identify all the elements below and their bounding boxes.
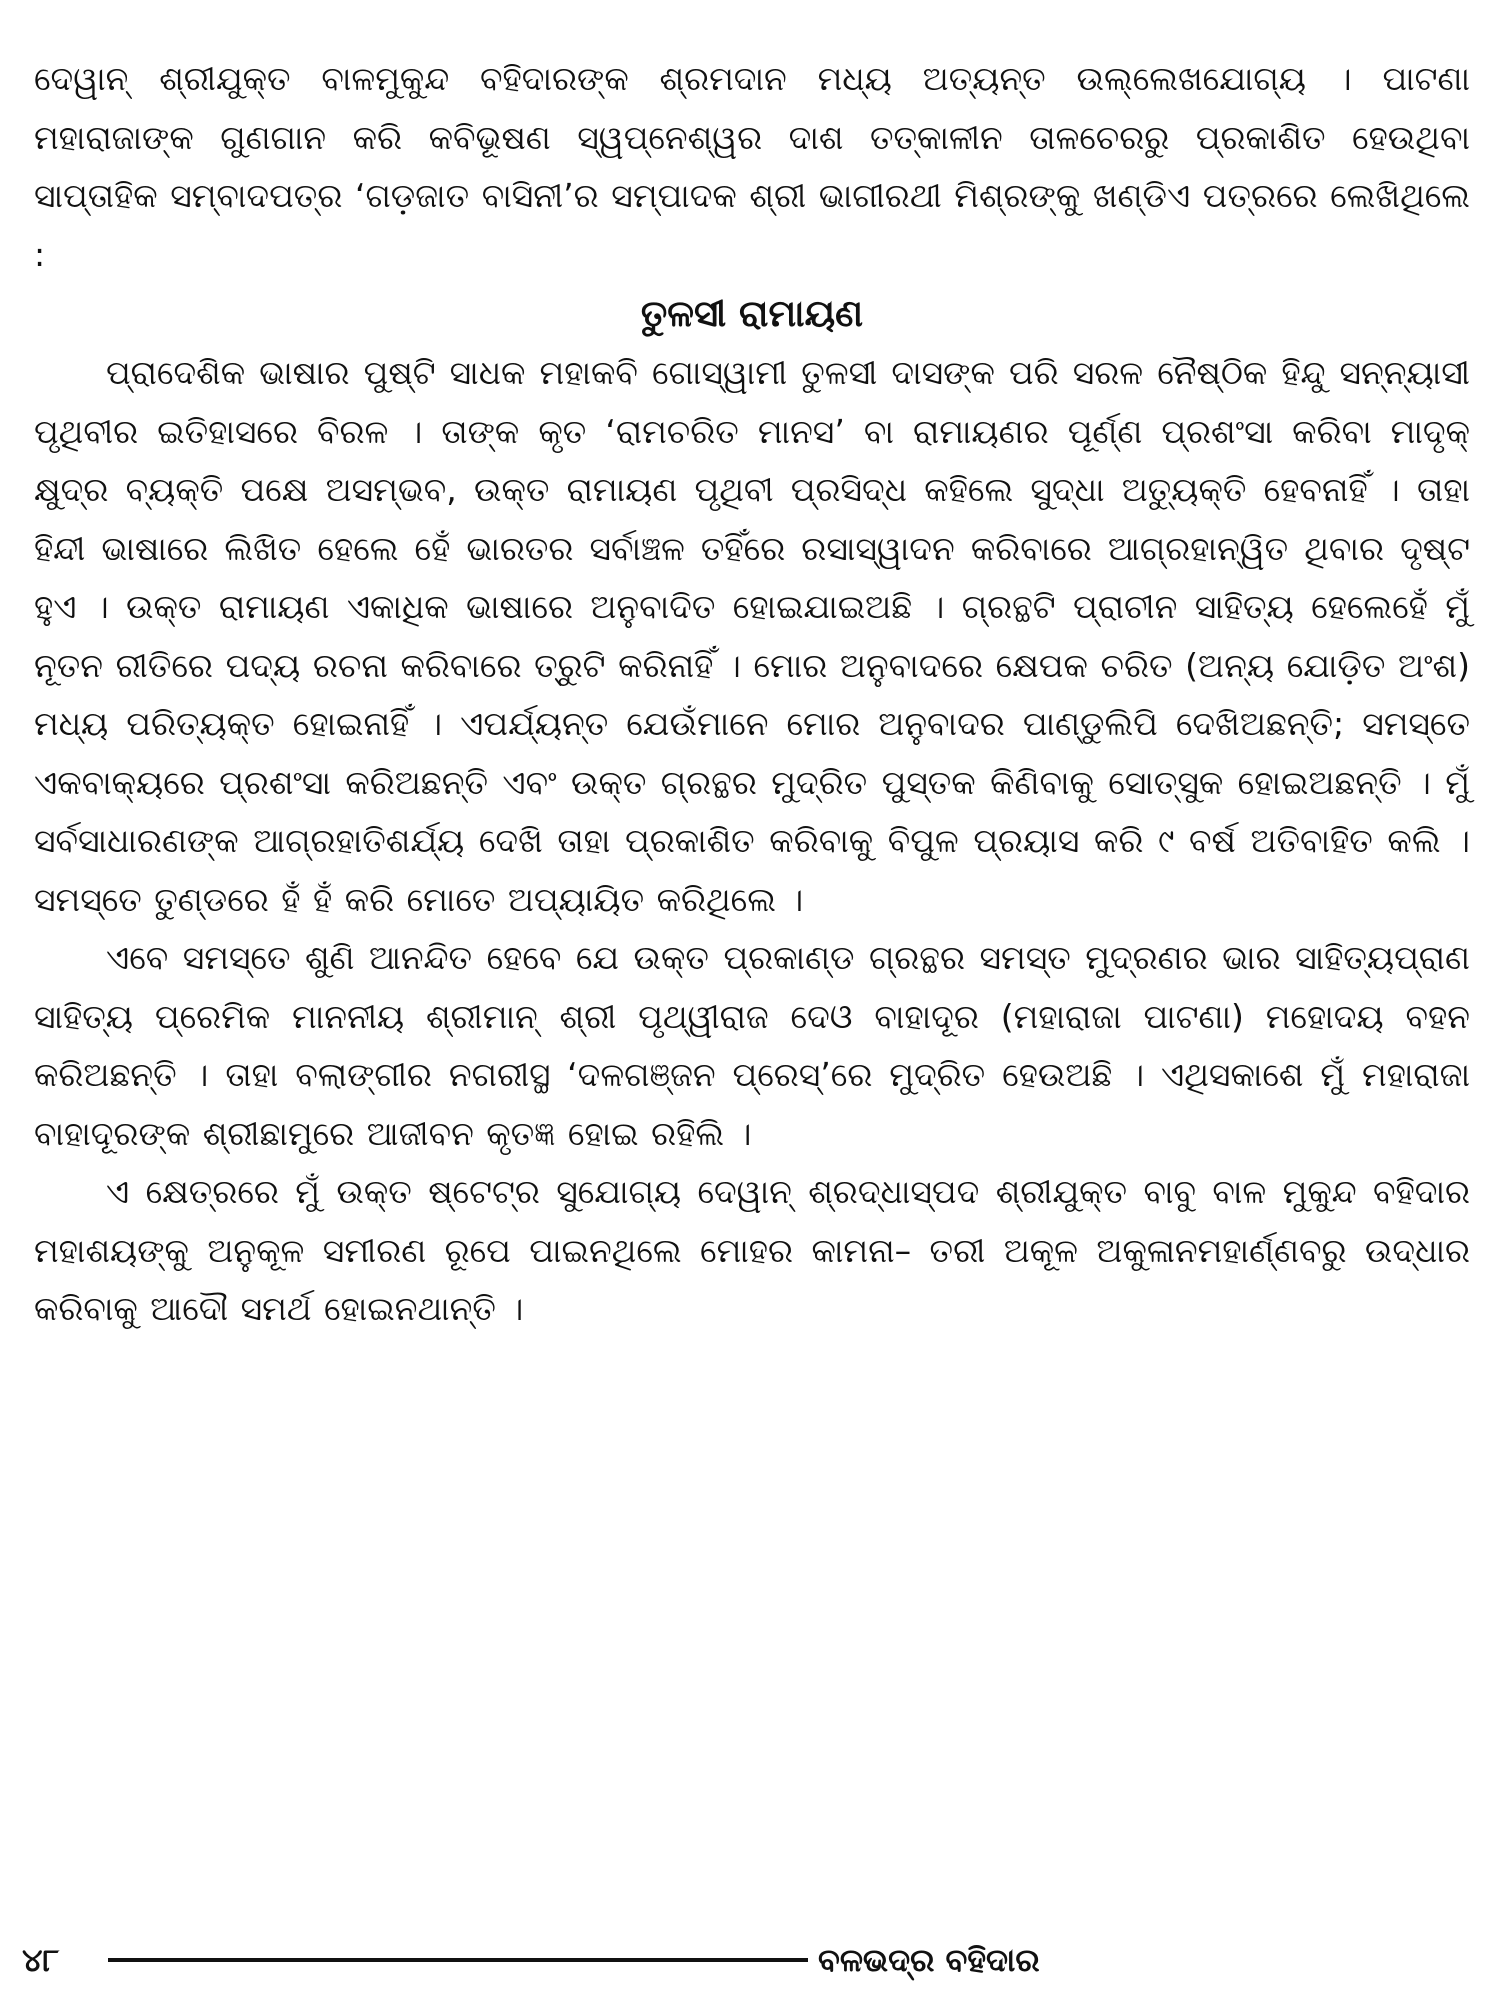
section-heading: ତୁଳସୀ ରାମାୟଣ: [640, 292, 864, 335]
paragraph-dewan-thanks: ଏ କ୍ଷେତ୍ରରେ ମୁଁ ଉକ୍ତ ଷ୍ଟେଟ୍‌ର ସୁଯୋଗ୍ୟ ଦେୱାନ୍ ଶ୍ରଦ୍ଧାସ୍ପଦ ଶ୍ରୀଯୁକ୍ତ ବାବୁ ବାଳ ମୁକୁନ୍ଦ ବହିଦାର ମହାଶୟଙ୍କୁ ଅନୁକୂଳ ସମୀରଣ ରୂପେ ପାଇନଥିଲେ ମୋହର କାମନା– ତରୀ ଅକୂଳ ଅକୁଳାନମହାର୍ଣ୍ଣବରୁ ଉଦ୍ଧାର କରିବାକୁ ଆଦୌ ସମର୍ଥ ହୋଇନଥାନ୍ତି ।: [34, 1172, 1470, 1328]
page-number: ୪୮: [22, 1940, 60, 1979]
footer-author: ବଳଭଦ୍ର ବହିଦାର: [818, 1940, 1040, 1979]
paragraph-printing: ଏବେ ସମସ୍ତେ ଶୁଣି ଆନନ୍ଦିତ ହେବେ ଯେ ଉକ୍ତ ପ୍ରକାଣ୍ଡ ଗ୍ରନ୍ଥର ସମସ୍ତ ମୁଦ୍ରଣର ଭାର ସାହିତ୍ୟପ୍ରାଣ ସାହିତ୍ୟ ପ୍ରେମିକ ମାନନୀୟ ଶ୍ରୀମାନ୍ ଶ୍ରୀ ପୃଥ୍ୱୀରାଜ ଦେଓ ବାହାଦୂର (ମହାରାଜା ପାଟଣା) ମହୋଦୟ ବହନ କରିଅଛନ୍ତି । ତାହା ବଲାଙ୍ଗୀର ନଗରୀସ୍ଥ ‘ଦଳଗଞ୍ଜନ ପ୍ରେସ୍’ରେ ମୁଦ୍ରିତ ହେଉଅଛି । ଏଥିସକାଶେ ମୁଁ ମହାରାଜା ବାହାଦୂରଙ୍କ ଶ୍ରୀଛାମୁରେ ଆଜୀବନ କୃତଜ୍ଞ ହୋଇ ରହିଲି ।: [34, 938, 1470, 1153]
paragraph-letter-body: ପ୍ରାଦେଶିକ ଭାଷାର ପୁଷ୍ଟି ସାଧକ ମହାକବି ଗୋସ୍ୱାମୀ ତୁଳସୀ ଦାସଙ୍କ ପରି ସରଳ ନୈଷ୍ଠିକ ହିନ୍ଦୁ ସନ୍ନ୍ୟାସୀ ପୃଥିବୀର ଇତିହାସରେ ବିରଳ । ତାଙ୍କ କୃତ ‘ରାମଚରିତ ମାନସ’ ବା ରାମାୟଣର ପୂର୍ଣ୍ଣ ପ୍ରଶଂସା କରିବା ମାଦୃକ୍ କ୍ଷୁଦ୍ର ବ୍ୟକ୍ତି ପକ୍ଷେ ଅସମ୍ଭବ, ଉକ୍ତ ରାମାୟଣ ପୃଥିବୀ ପ୍ରସିଦ୍ଧ କହିଲେ ସୁଦ୍ଧା ଅତ୍ୟୁକ୍ତି ହେବନାହିଁ । ତାହା ହିନ୍ଦୀ ଭାଷାରେ ଲିଖିତ ହେଲେ ହେଁ ଭାରତର ସର୍ବାଞ୍ଚଳ ତହିଁରେ ରସାସ୍ୱାଦନ କରିବାରେ ଆଗ୍ରହାନ୍ୱିତ ଥିବାର ଦୃଷ୍ଟ ହୁଏ । ଉକ୍ତ ରାମାୟଣ ଏକାଧିକ ଭାଷାରେ ଅନୁବାଦିତ ହୋଇଯାଇଅଛି । ଗ୍ରନ୍ଥଟି ପ୍ରାଚୀନ ସାହିତ୍ୟ ହେଲେହେଁ ମୁଁ ନୂତନ ରୀତିରେ ପଦ୍ୟ ରଚନା କରିବାରେ ତ୍ରୁଟି କରିନାହିଁ । ମୋର ଅନୁବାଦରେ କ୍ଷେପକ ଚରିତ (ଅନ୍ୟ ଯୋଡ଼ିତ ଅଂଶ) ମଧ୍ୟ ପରିତ୍ୟକ୍ତ ହୋଇନାହିଁ । ଏପର୍ଯ୍ୟନ୍ତ ଯେଉଁମାନେ ମୋର ଅନୁବାଦର ପାଣ୍ଡୁଲିପି ଦେଖିଅଛନ୍ତି; ସମସ୍ତେ ଏକବାକ୍ୟରେ ପ୍ରଶଂସା କରିଅଛନ୍ତି ଏବଂ ଉକ୍ତ ଗ୍ରନ୍ଥର ମୁଦ୍ରିତ ପୁସ୍ତକ କିଣିବାକୁ ସୋତ୍ସୁକ ହୋଇଅଛନ୍ତି । ମୁଁ ସର୍ବସାଧାରଣଙ୍କ ଆଗ୍ରହାତିଶର୍ଯ୍ୟ ଦେଖି ତାହା ପ୍ରକାଶିତ କରିବାକୁ ବିପୁଳ ପ୍ରୟାସ କରି ୯ ବର୍ଷ ଅତିବାହିତ କଲି । ସମସ୍ତେ ତୁଣ୍ଡରେ ହଁ ହଁ କରି ମୋତେ ଅପ୍ୟାୟିତ କରିଥିଲେ ।: [34, 353, 1470, 919]
page-footer: [22, 1930, 1122, 1990]
paragraph-intro: ଦେୱାନ୍ ଶ୍ରୀଯୁକ୍ତ ବାଳମୁକୁନ୍ଦ ବହିଦାରଙ୍କ ଶ୍ରମଦାନ ମଧ୍ୟ ଅତ୍ୟନ୍ତ ଉଲ୍ଲେଖଯୋଗ୍ୟ । ପାଟଣା ମହାରାଜାଙ୍କ ଗୁଣଗାନ କରି କବିଭୂଷଣ ସ୍ୱପ୍ନେଶ୍ୱର ଦାଶ ତତ୍କାଳୀନ ତାଳଚେରରୁ ପ୍ରକାଶିତ ହେଉଥିବା ସାପ୍ତାହିକ ସମ୍ବାଦପତ୍ର ‘ଗଡ଼ଜାତ ବାସିନୀ’ର ସମ୍ପାଦକ ଶ୍ରୀ ଭାଗୀରଥୀ ମିଶ୍ରଙ୍କୁ ଖଣ୍ଡିଏ ପତ୍ରରେ ଲେଖିଥିଲେ :: [34, 59, 1470, 274]
footer-rule: [108, 1958, 808, 1962]
